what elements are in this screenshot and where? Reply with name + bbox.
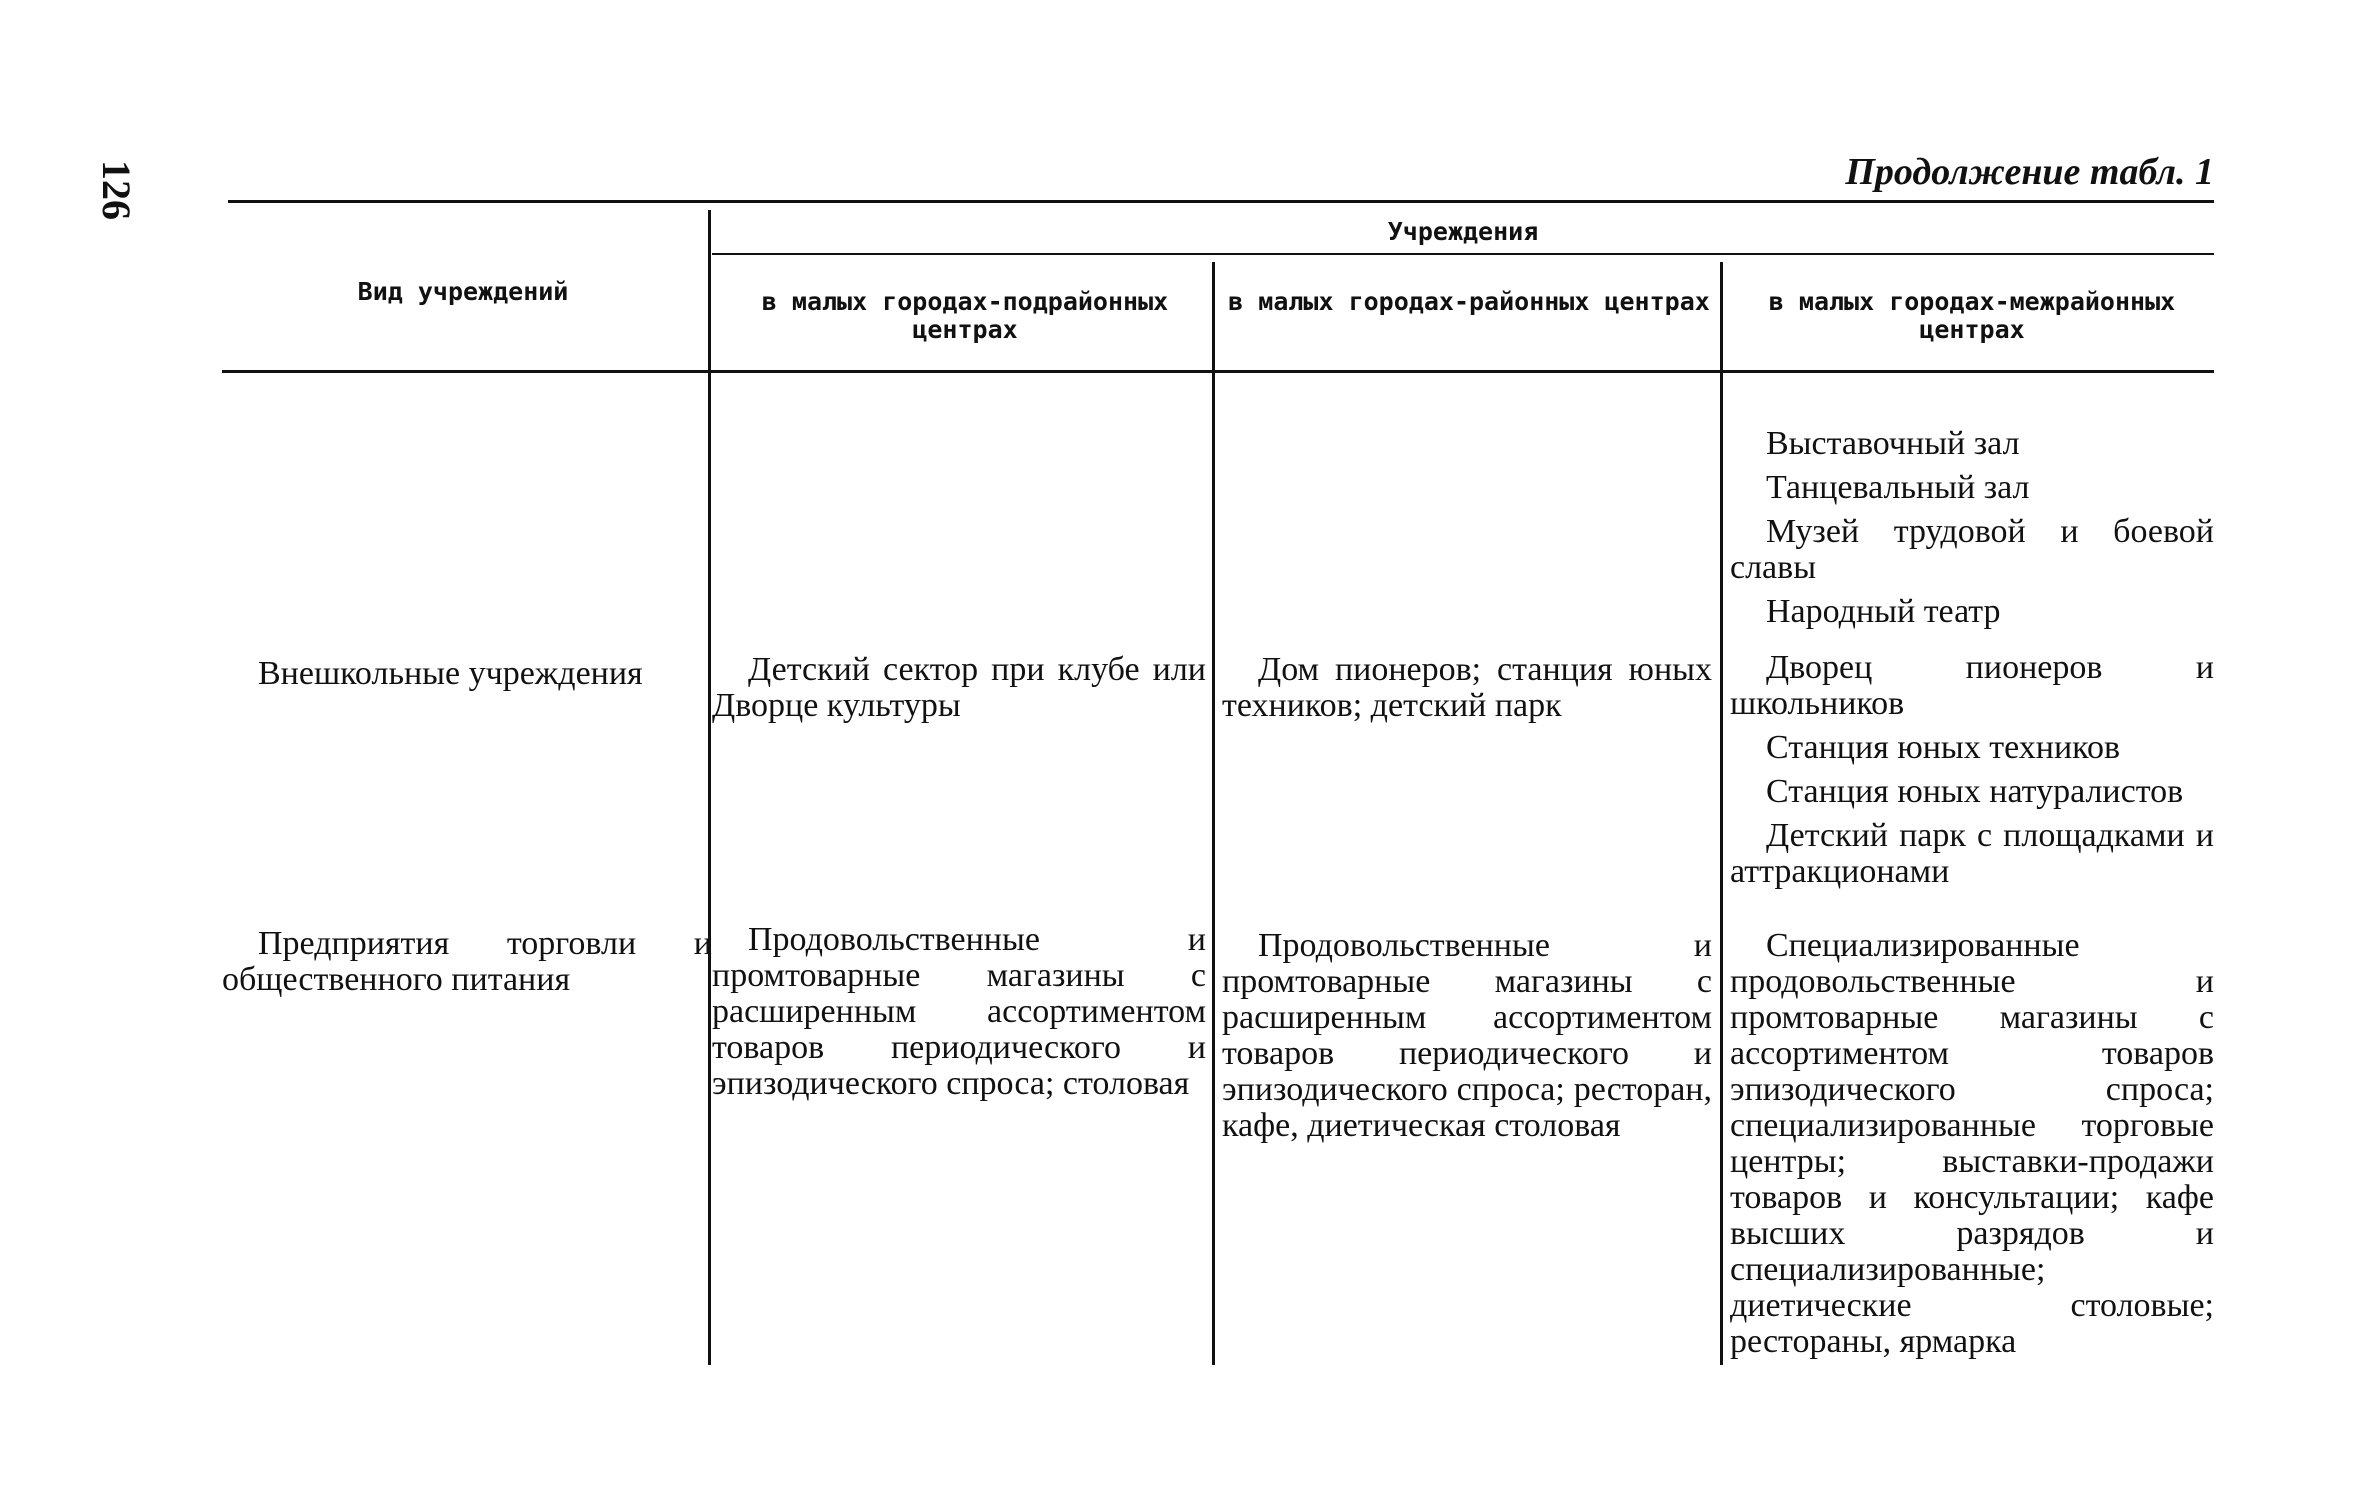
row1-col3-top-item-1: Выставочный зал <box>1766 425 2020 462</box>
table-continuation-caption: Продолжение табл. 1 <box>1845 151 2214 193</box>
page-number: 126 <box>94 160 139 220</box>
row1-col3-top-item-3: Музей трудовой и боевой славы <box>1730 513 2214 586</box>
row2-col3-text: Специализированные продовольственные и промтоварные магазины с ассортиментом товаров эпизодического спроса; специализированные торговые центры; выставки-продажи товаров и консультации; кафе высших разрядов и специализированные; диетические столовые; рестораны, ярмарка <box>1730 927 2214 1360</box>
group-header-rule <box>712 253 2214 255</box>
header-group-title: Учреждения <box>1387 217 1539 246</box>
header-column-2: в малых городах-районных центрах <box>1228 287 1710 316</box>
column-divider-3 <box>1720 262 1723 1365</box>
row1-col3-cell <box>1730 426 2214 898</box>
row1-col1-text: Детский сектор при клубе или Дворце культуры <box>712 651 1206 724</box>
row1-col2-text: Дом пионеров; станция юных техников; детский парк <box>1222 651 1712 724</box>
row1-col3-item-2: Станция юных техников <box>1766 729 2120 766</box>
row1-col2-cell <box>1222 652 1712 732</box>
column-divider-1 <box>708 210 711 1365</box>
row2-label-text: Предприятия торговли и общественного питания <box>222 925 712 998</box>
header-column-3: в малых городах-межрайонных центрах <box>1768 287 2176 344</box>
header-bottom-rule <box>222 370 2214 373</box>
row2-col2-cell <box>1222 928 1712 1152</box>
column-divider-2 <box>1212 262 1215 1365</box>
row1-col3-top-item-2: Танцевальный зал <box>1766 469 2030 506</box>
row1-col1-cell <box>712 652 1206 732</box>
row-label-trade-catering <box>222 926 712 998</box>
row1-col3-top-item-4: Народный театр <box>1766 593 2001 630</box>
row1-col3-item-4: Детский парк с площадками и аттракционами <box>1730 817 2214 890</box>
header-row-label: Вид учреждений <box>357 277 569 306</box>
row2-col2-text: Продовольственные и промтоварные магазины с расширенным ассортиментом товаров периодического и эпизодического спроса; ресторан, кафе, диетическая столовая <box>1222 927 1712 1144</box>
row2-col3-cell <box>1730 928 2214 1368</box>
row2-col1-cell <box>712 922 1206 1110</box>
row2-col1-text: Продовольственные и промтоварные магазины с расширенным ассортиментом товаров периодического и эпизодического спроса; столовая <box>712 921 1206 1102</box>
table-top-rule <box>228 200 2214 203</box>
row1-col3-item-1: Дворец пионеров и школьников <box>1730 649 2214 722</box>
row-label-extracurricular: Внешкольные учреждения <box>258 655 643 692</box>
header-column-1: в малых городах-подрайонных центрах <box>761 287 1169 344</box>
row1-col3-item-3: Станция юных натуралистов <box>1766 773 2184 810</box>
